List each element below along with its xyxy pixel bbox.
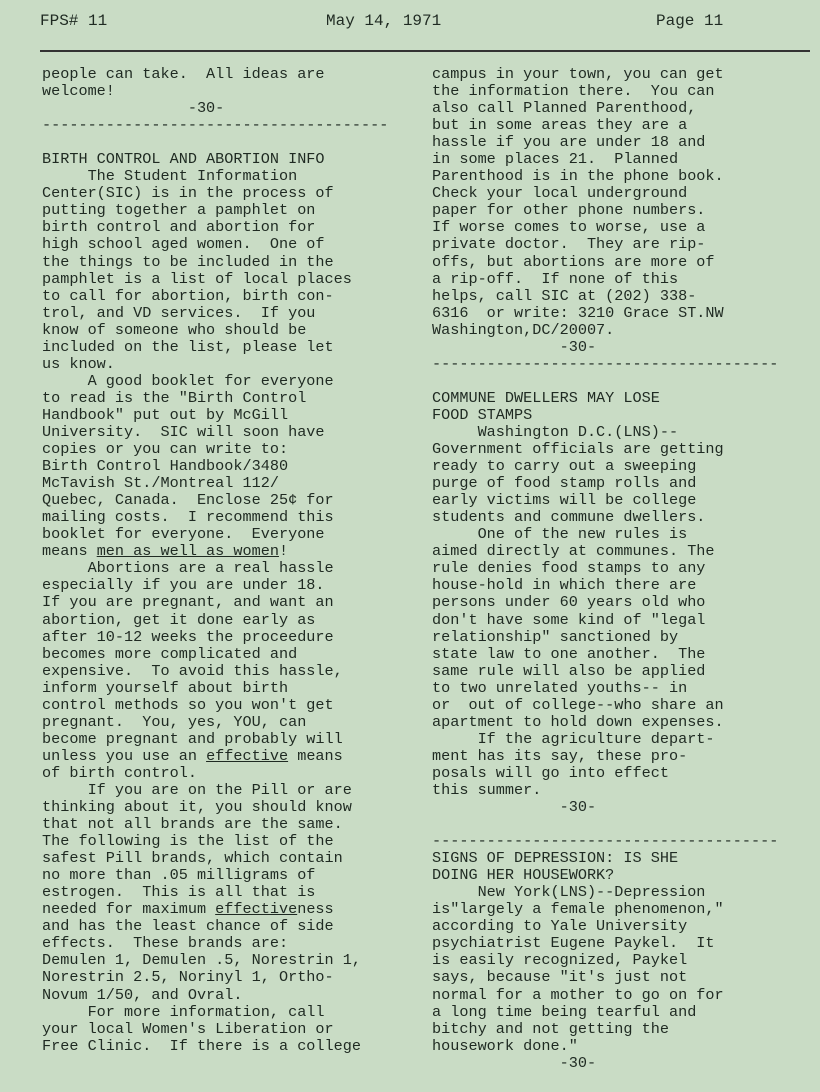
text-line: rule denies food stamps to any [432, 559, 706, 578]
text-line: apartment to hold down expenses. [432, 712, 724, 731]
text-line: Quebec, Canada. Enclose 25¢ for [42, 491, 334, 510]
text-line: Norestrin 2.5, Norinyl 1, Ortho- [42, 968, 334, 987]
page-header [40, 12, 732, 36]
text-line: Handbook" put out by McGill [42, 405, 289, 424]
text-line: says, because "it's just not [432, 968, 688, 987]
header-rule [40, 50, 810, 52]
text-line: The Student Information [42, 167, 298, 186]
text-line: -30- [432, 1053, 597, 1072]
text-line: -------------------------------------- [432, 832, 779, 851]
text-line: copies or you can write to: [42, 440, 289, 459]
text-line: Center(SIC) is in the process of [42, 184, 334, 203]
text-line: students and commune dwellers. [432, 508, 706, 527]
text-line: thinking about it, you should know [42, 798, 352, 817]
text-line: -------------------------------------- [42, 116, 389, 135]
text-line: abortion, get it done early as [42, 610, 316, 629]
text-line: -------------------------------------- [432, 354, 779, 373]
text-line: unless you use an effective means [42, 746, 343, 765]
text-line: is"largely a female phenomenon," [432, 900, 724, 919]
issue-date: May 14, 1971 [326, 12, 442, 30]
text-line: this summer. [432, 780, 542, 799]
text-line: FOOD STAMPS [432, 405, 533, 424]
text-line: us know. [42, 354, 115, 373]
text-line: but in some areas they are a [432, 116, 688, 135]
text-line: pregnant. You, yes, YOU, can [42, 712, 307, 731]
text-line: same rule will also be applied [432, 661, 706, 680]
text-line: Abortions are a real hassle [42, 559, 334, 578]
text-line: no more than .05 milligrams of [42, 866, 316, 885]
text-line: your local Women's Liberation or [42, 1019, 334, 1038]
text-line: early victims will be college [432, 491, 697, 510]
text-line: that not all brands are the same. [42, 815, 343, 834]
text-line [432, 816, 802, 833]
text-line [432, 373, 802, 390]
text-line: a rip-off. If none of this [432, 269, 679, 288]
text-line: is easily recognized, Paykel [432, 951, 688, 970]
text-line: to two unrelated youths-- in [432, 678, 688, 697]
text-line: the information there. You can [432, 82, 715, 101]
text-line: -30- [42, 99, 225, 118]
text-line: to read is the "Birth Control [42, 388, 307, 407]
text-line: offs, but abortions are more of [432, 252, 715, 271]
text-line: Birth Control Handbook/3480 [42, 457, 289, 476]
text-line: high school aged women. One of [42, 235, 325, 254]
text-line: means men as well as women! [42, 542, 289, 561]
text-line: aimed directly at communes. The [432, 542, 715, 561]
text-line [42, 134, 412, 151]
text-line: in some places 21. Planned [432, 150, 679, 169]
text-line: BIRTH CONTROL AND ABORTION INFO [42, 150, 325, 169]
text-line: helps, call SIC at (202) 338- [432, 286, 697, 305]
text-line: Washington,DC/20007. [432, 320, 615, 339]
text-line: hassle if you are under 18 and [432, 133, 706, 152]
text-line: of birth control. [42, 763, 197, 782]
text-line: Washington D.C.(LNS)-- [432, 422, 679, 441]
text-line: after 10-12 weeks the proceedure [42, 627, 334, 646]
text-line: birth control and abortion for [42, 218, 316, 237]
text-line: University. SIC will soon have [42, 422, 325, 441]
text-line: If worse comes to worse, use a [432, 218, 706, 237]
text-line: putting together a pamphlet on [42, 201, 316, 220]
text-line: expensive. To avoid this hassle, [42, 661, 343, 680]
text-line: DOING HER HOUSEWORK? [432, 866, 615, 885]
text-line: house-hold in which there are [432, 576, 697, 595]
text-line: people can take. All ideas are [42, 65, 325, 83]
text-line: a long time being tearful and [432, 1002, 697, 1021]
text-line: inform yourself about birth [42, 678, 289, 697]
text-line: Check your local underground [432, 184, 688, 203]
text-line: posals will go into effect [432, 763, 669, 782]
text-line: bitchy and not getting the [432, 1019, 669, 1038]
text-line: New York(LNS)--Depression [432, 883, 706, 902]
text-line: normal for a mother to go on for [432, 985, 724, 1004]
text-line: purge of food stamp rolls and [432, 474, 697, 493]
text-line: pamphlet is a list of local places [42, 269, 352, 288]
text-line: the things to be included in the [42, 252, 334, 271]
text-line: If the agriculture depart- [432, 729, 715, 748]
text-line: become pregnant and probably will [42, 729, 343, 748]
text-line: booklet for everyone. Everyone [42, 525, 325, 544]
text-line: ment has its say, these pro- [432, 746, 688, 765]
text-line: For more information, call [42, 1002, 325, 1021]
text-line: trol, and VD services. If you [42, 303, 316, 322]
text-line: control methods so you won't get [42, 695, 334, 714]
text-line: If you are on the Pill or are [42, 780, 352, 799]
text-line: relationship" sanctioned by [432, 627, 679, 646]
text-line: Parenthood is in the phone book. [432, 167, 724, 186]
text-line: Government officials are getting [432, 440, 724, 459]
text-line: A good booklet for everyone [42, 371, 334, 390]
text-line: -30- [432, 798, 597, 817]
text-line: McTavish St./Montreal 112/ [42, 474, 279, 493]
text-line: -30- [432, 337, 597, 356]
text-line: to call for abortion, birth con- [42, 286, 334, 305]
right-column [432, 66, 802, 1072]
text-line: Free Clinic. If there is a college [42, 1036, 361, 1055]
text-line: mailing costs. I recommend this [42, 508, 334, 527]
text-line: COMMUNE DWELLERS MAY LOSE [432, 388, 660, 407]
text-line: according to Yale University [432, 917, 688, 936]
text-line: SIGNS OF DEPRESSION: IS SHE [432, 849, 679, 868]
text-line: especially if you are under 18. [42, 576, 325, 595]
issue-number: FPS# 11 [40, 12, 108, 30]
text-line: The following is the list of the [42, 832, 334, 851]
text-line: 6316 or write: 3210 Grace ST.NW [432, 303, 724, 322]
text-line: or out of college--who share an [432, 695, 724, 714]
text-line: know of someone who should be [42, 320, 307, 339]
left-column [42, 66, 412, 1055]
text-line: campus in your town, you can get [432, 65, 724, 83]
text-line: If you are pregnant, and want an [42, 593, 334, 612]
text-line: Novum 1/50, and Ovral. [42, 985, 243, 1004]
text-line: safest Pill brands, which contain [42, 849, 343, 868]
page-number: Page 11 [656, 12, 724, 30]
text-line: persons under 60 years old who [432, 593, 706, 612]
text-line: welcome! [42, 82, 115, 101]
text-line: don't have some kind of "legal [432, 610, 706, 629]
text-line: Demulen 1, Demulen .5, Norestrin 1, [42, 951, 361, 970]
text-line: psychiatrist Eugene Paykel. It [432, 934, 715, 953]
text-line: state law to one another. The [432, 644, 706, 663]
text-line: estrogen. This is all that is [42, 883, 316, 902]
text-line: ready to carry out a sweeping [432, 457, 697, 476]
text-line: also call Planned Parenthood, [432, 99, 697, 118]
text-line: becomes more complicated and [42, 644, 298, 663]
text-line: needed for maximum effectiveness [42, 900, 334, 919]
text-line: housework done." [432, 1036, 578, 1055]
text-line: and has the least chance of side [42, 917, 334, 936]
text-line: private doctor. They are rip- [432, 235, 706, 254]
text-line: paper for other phone numbers. [432, 201, 706, 220]
text-line: included on the list, please let [42, 337, 334, 356]
text-line: One of the new rules is [432, 525, 688, 544]
text-line: effects. These brands are: [42, 934, 289, 953]
